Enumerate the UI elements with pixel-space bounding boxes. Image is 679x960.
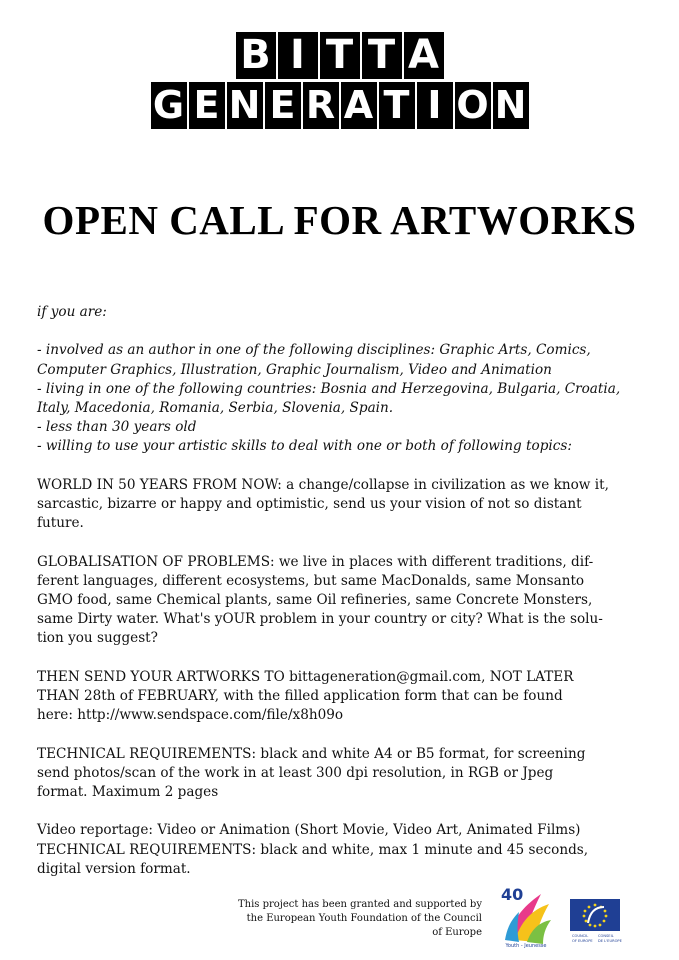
call-body — [37, 303, 647, 879]
send-line: THAN 28th of FEBRUARY, with the filled application form that can be found — [37, 688, 563, 704]
logo-letter: E — [189, 82, 225, 129]
logo-letter: T — [379, 82, 415, 129]
council-of-europe-logo — [566, 899, 624, 945]
world-line: WORLD IN 50 YEARS FROM NOW: a change/collapse in civilization as we know it, — [37, 476, 609, 493]
coe-line1: COUNCIL — [572, 934, 589, 938]
intro-line: Italy, Macedonia, Romania, Serbia, Slovenia, Spain. — [37, 400, 394, 416]
logo-letter: T — [320, 32, 360, 79]
logo-letter: A — [404, 32, 444, 79]
intro-line: - willing to use your artistic skills to deal with one or both of following topics: — [37, 438, 572, 455]
logo-letter: R — [303, 82, 339, 129]
page-title: OPEN CALL FOR ARTWORKS — [42, 197, 637, 243]
logo-letter: I — [278, 32, 318, 79]
logo-letter: N — [227, 82, 263, 129]
globalisation-line: same Dirty water. What's yOUR problem in your country or city? What is the solu- — [37, 611, 603, 628]
bitta-generation-logo — [0, 32, 679, 129]
technical-line: TECHNICAL REQUIREMENTS: black and white A4 or B5 format, for screening — [37, 745, 586, 762]
funding-line: the European Youth Foundation of the Council — [246, 913, 482, 924]
world-line: sarcastic, bizarre or happy and optimistic, send us your vision of not so distant — [37, 496, 582, 512]
funding-line: of Europe — [432, 927, 482, 938]
logo-row-generation — [150, 82, 530, 129]
logo-letter: N — [493, 82, 529, 129]
youth-foundation-40-logo — [497, 880, 555, 948]
yf-number: 40 — [501, 885, 524, 904]
logo-letter: T — [362, 32, 402, 79]
video-line: digital version format. — [37, 860, 191, 877]
send-line: THEN SEND YOUR ARTWORKS TO bittageneration@gmail.com, NOT LATER — [37, 668, 574, 685]
coe-line2: OF EUROPE — [572, 939, 593, 943]
globalisation-line: GLOBALISATION OF PROBLEMS: we live in places with different traditions, dif- — [37, 553, 594, 570]
intro-line: - less than 30 years old — [37, 419, 197, 436]
logo-letter: B — [236, 32, 276, 79]
logo-letter: G — [151, 82, 187, 129]
logo-letter: I — [417, 82, 453, 129]
intro-heading: if you are: — [37, 304, 107, 320]
coe-line3: CONSEIL — [598, 934, 614, 938]
yf-caption: Youth - Jeunesse — [505, 943, 547, 948]
logo-letter: E — [265, 82, 301, 129]
globalisation-line: ferent languages, different ecosystems, but same MacDonalds, same Monsanto — [37, 572, 585, 589]
funding-note — [190, 898, 482, 940]
globalisation-line: tion you suggest? — [37, 630, 158, 647]
world-line: future. — [37, 515, 84, 532]
video-line: TECHNICAL REQUIREMENTS: black and white, max 1 minute and 45 seconds, — [37, 841, 589, 858]
send-line: here: http://www.sendspace.com/file/x8h09o — [37, 707, 344, 724]
logo-row-bitta — [235, 32, 445, 79]
intro-line: Computer Graphics, Illustration, Graphic Journalism, Video and Animation — [37, 361, 552, 378]
intro-line: - involved as an author in one of the following disciplines: Graphic Arts, Comics, — [37, 342, 591, 359]
intro-line: - living in one of the following countries: Bosnia and Herzegovina, Bulgaria, Croatia, — [37, 380, 621, 397]
technical-line: send photos/scan of the work in at least 300 dpi resolution, in RGB or Jpeg — [37, 764, 554, 781]
logo-letter: O — [456, 83, 489, 127]
funding-line: This project has been granted and supported by — [237, 899, 482, 910]
logo-letter: A — [341, 82, 377, 129]
coe-line4: DE L'EUROPE — [598, 939, 622, 943]
technical-line: format. Maximum 2 pages — [37, 784, 219, 800]
globalisation-line: GMO food, same Chemical plants, same Oil refineries, same Concrete Monsters, — [37, 592, 593, 608]
video-line: Video reportage: Video or Animation (Short Movie, Video Art, Animated Films) — [37, 822, 581, 839]
